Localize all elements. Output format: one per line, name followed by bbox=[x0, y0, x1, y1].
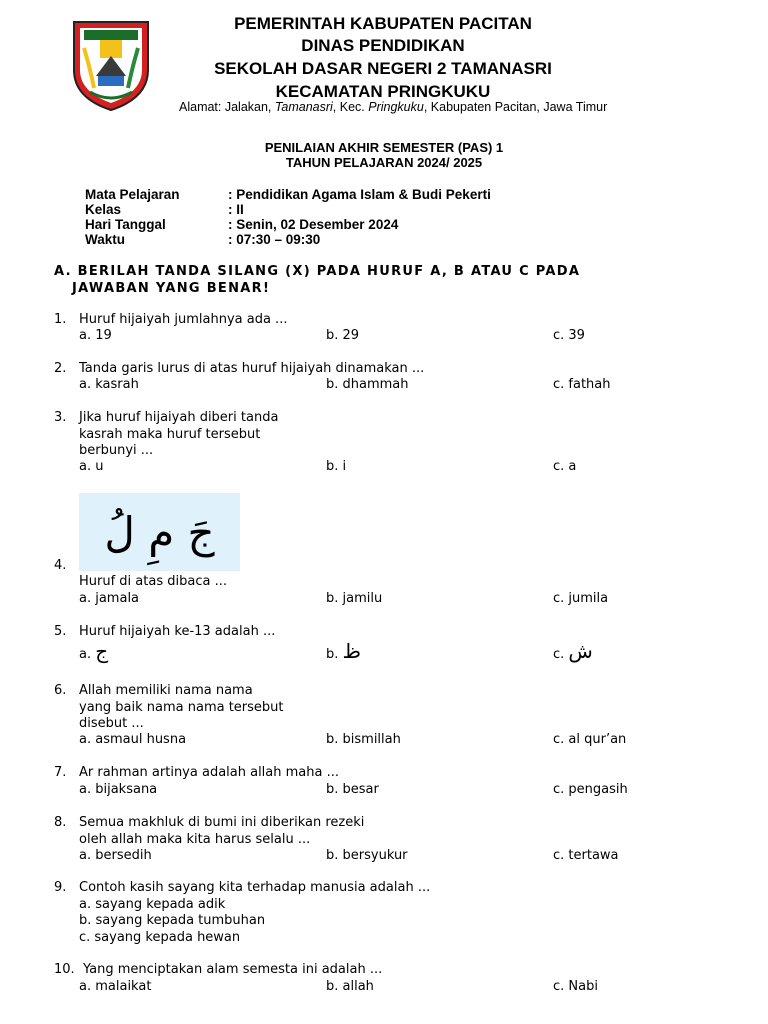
question-3-option-b[interactable]: b. i bbox=[326, 459, 347, 474]
question-10-number: 10. bbox=[54, 962, 75, 977]
question-4-arabic-text: جَ مِ لُ bbox=[104, 507, 215, 557]
question-2-number: 2. bbox=[54, 361, 67, 376]
question-7-option-c[interactable]: c. pengasih bbox=[553, 782, 628, 797]
question-3-option-c[interactable]: c. a bbox=[553, 459, 577, 474]
question-1-option-a[interactable]: a. 19 bbox=[79, 328, 112, 343]
question-10-option-b[interactable]: b. allah bbox=[326, 979, 374, 994]
question-4-option-c[interactable]: c. jumila bbox=[553, 591, 609, 606]
question-9-option-b[interactable]: b. sayang kepada tumbuhan bbox=[79, 913, 266, 928]
question-3-number: 3. bbox=[54, 410, 67, 425]
question-6-option-c[interactable]: c. al qur’an bbox=[553, 732, 627, 747]
question-4-option-a[interactable]: a. jamala bbox=[79, 591, 140, 606]
question-1-number: 1. bbox=[54, 312, 67, 327]
section-instruction-line1: A. BERILAH TANDA SILANG (X) PADA HURUF A, B ATAU C PADA bbox=[54, 264, 581, 279]
question-5-option-a[interactable]: a. ج bbox=[79, 639, 109, 663]
question-4-option-b[interactable]: b. jamilu bbox=[326, 591, 383, 606]
question-7-number: 7. bbox=[54, 765, 67, 780]
section-instruction bbox=[54, 263, 684, 297]
question-5-option-a-glyph: ج bbox=[95, 639, 109, 663]
question-3-text bbox=[79, 410, 349, 460]
question-2-option-a[interactable]: a. kasrah bbox=[79, 377, 139, 392]
question-8-option-a[interactable]: a. bersedih bbox=[79, 848, 152, 863]
question-5-option-c[interactable]: c. ش bbox=[553, 639, 593, 663]
question-6-text-line: yang baik nama nama tersebut bbox=[79, 699, 284, 715]
section-instruction-line2: JAWABAN YANG BENAR! bbox=[72, 281, 271, 296]
school-address: Alamat: Jalakan, Tamanasri, Kec. Pringkuku, Kabupaten Pacitan, Jawa Timur bbox=[179, 100, 608, 114]
question-3-text-line: berbunyi ... bbox=[79, 443, 154, 458]
question-8-number: 8. bbox=[54, 815, 67, 830]
question-5-option-c-glyph: ش bbox=[568, 639, 593, 663]
info-label-time: Waktu bbox=[85, 232, 125, 247]
question-5-number: 5. bbox=[54, 624, 67, 639]
question-8-option-c[interactable]: c. tertawa bbox=[553, 848, 619, 863]
header-subdistrict: KECAMATAN PRINGKUKU bbox=[275, 82, 491, 101]
question-8-text bbox=[79, 815, 479, 848]
question-1-option-b[interactable]: b. 29 bbox=[326, 328, 360, 343]
question-2-text: Tanda garis lurus di atas huruf hijaiyah dinamakan ... bbox=[79, 361, 425, 376]
question-6-number: 6. bbox=[54, 683, 67, 698]
info-value-subject: : Pendidikan Agama Islam & Budi Pekerti bbox=[228, 187, 491, 202]
info-label-date: Hari Tanggal bbox=[85, 217, 166, 232]
info-label-subject: Mata Pelajaran bbox=[85, 187, 180, 202]
info-value-date: : Senin, 02 Desember 2024 bbox=[228, 217, 399, 232]
question-10-option-c[interactable]: c. Nabi bbox=[553, 979, 598, 994]
question-6-text bbox=[79, 683, 349, 733]
question-2-option-b[interactable]: b. dhammah bbox=[326, 377, 409, 392]
info-value-time: : 07:30 – 09:30 bbox=[228, 232, 321, 247]
question-6-option-a[interactable]: a. asmaul husna bbox=[79, 732, 187, 747]
question-4-arabic-image bbox=[79, 493, 240, 571]
question-3-text-line: kasrah maka huruf tersebut bbox=[79, 426, 261, 442]
question-5-option-b-glyph: ظ bbox=[342, 639, 362, 663]
header-department: DINAS PENDIDIKAN bbox=[301, 36, 465, 55]
question-10-option-a[interactable]: a. malaikat bbox=[79, 979, 152, 994]
question-9-option-a[interactable]: a. sayang kepada adik bbox=[79, 897, 226, 912]
exam-title: PENILAIAN AKHIR SEMESTER (PAS) 1 bbox=[264, 140, 504, 155]
question-6-text-line: Allah memiliki nama nama bbox=[79, 683, 253, 698]
question-5-text: Huruf hijaiyah ke-13 adalah ... bbox=[79, 624, 276, 639]
question-5-option-b[interactable]: b. ظ bbox=[326, 639, 362, 663]
question-3-text-line: Jika huruf hijaiyah diberi tanda bbox=[79, 410, 279, 425]
question-9-option-c[interactable]: c. sayang kepada hewan bbox=[79, 930, 241, 945]
header-government: PEMERINTAH KABUPATEN PACITAN bbox=[234, 14, 532, 33]
info-label-class: Kelas bbox=[85, 202, 122, 217]
question-1-option-c[interactable]: c. 39 bbox=[553, 328, 585, 343]
question-6-text-line: disebut ... bbox=[79, 716, 144, 731]
question-7-text: Ar rahman artinya adalah allah maha ... bbox=[79, 765, 339, 780]
exam-year: TAHUN PELAJARAN 2024/ 2025 bbox=[285, 155, 483, 170]
question-4-number: 4. bbox=[54, 558, 67, 573]
header-school-name: SEKOLAH DASAR NEGERI 2 TAMANASRI bbox=[214, 59, 552, 78]
question-10-text: Yang menciptakan alam semesta ini adalah ... bbox=[83, 962, 383, 977]
question-8-text-line: Semua makhluk di bumi ini diberikan rezeki bbox=[79, 815, 365, 830]
question-2-option-c[interactable]: c. fathah bbox=[553, 377, 611, 392]
question-9-number: 9. bbox=[54, 880, 67, 895]
question-8-option-b[interactable]: b. bersyukur bbox=[326, 848, 408, 863]
question-3-option-a[interactable]: a. u bbox=[79, 459, 104, 474]
regency-emblem-logo bbox=[70, 18, 152, 112]
info-value-class: : II bbox=[228, 202, 244, 217]
question-9-text: Contoh kasih sayang kita terhadap manusia adalah ... bbox=[79, 880, 431, 895]
question-7-option-a[interactable]: a. bijaksana bbox=[79, 782, 158, 797]
question-7-option-b[interactable]: b. besar bbox=[326, 782, 379, 797]
question-8-text-line: oleh allah maka kita harus selalu ... bbox=[79, 831, 311, 847]
question-4-text: Huruf di atas dibaca ... bbox=[79, 574, 227, 589]
question-6-option-b[interactable]: b. bismillah bbox=[326, 732, 401, 747]
question-1-text: Huruf hijaiyah jumlahnya ada ... bbox=[79, 312, 288, 327]
